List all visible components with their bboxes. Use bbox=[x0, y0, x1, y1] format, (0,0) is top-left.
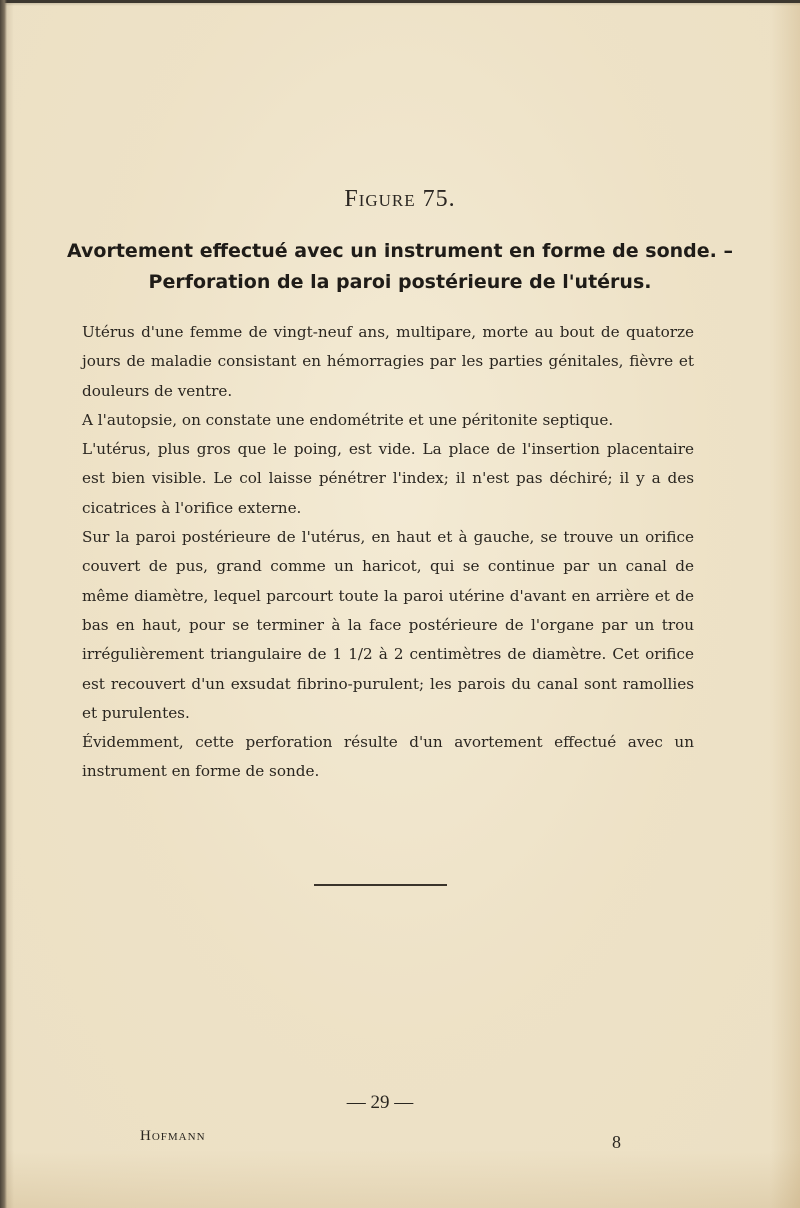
paragraph-perforation: Sur la paroi postérieure de l'utérus, en haut et à gauche, se trouve un orifice couvert de pus, grand comme un haricot, qui se continue par un canal de même diamètre, lequel parcourt toute la paroi utérine d'avant en arrière et de bas en haut, pour se terminer à la face postérieure de l'organe par un trou irrégulièrement triangulaire de 1 1/2 à 2 centimètres de diamètre. Cet orifice est recouvert d'un exsudat fibrino-purulent; les parois du canal sont ramollies et purulentes. bbox=[82, 528, 694, 722]
figure-title-line-1: Avortement effectué avec un instrument en forme de sonde. – bbox=[67, 240, 733, 262]
sheet-number: 8 bbox=[612, 1132, 621, 1152]
figure-title bbox=[40, 236, 760, 298]
figure-heading: Figure 75. bbox=[344, 186, 456, 212]
paragraph-uterus-state: L'utérus, plus gros que le poing, est vide. La place de l'insertion placentaire est bien visible. Le col laisse pénétrer l'index; il n'est pas déchiré; il y a des cicatrices à l'orifice externe. bbox=[82, 440, 694, 517]
figure-title-line-2: Perforation de la paroi postérieure de l'utérus. bbox=[148, 271, 652, 293]
page-top-edge bbox=[0, 0, 800, 3]
section-divider bbox=[314, 884, 447, 886]
paragraph-conclusion: Évidemment, cette perforation résulte d'un avortement effectué avec un instrument en forme de sonde. bbox=[82, 733, 694, 781]
paragraph-autopsy: A l'autopsie, on constate une endométrite et une péritonite septique. bbox=[82, 410, 614, 429]
description-body bbox=[82, 318, 694, 787]
paragraph-patient-history: Utérus d'une femme de vingt-neuf ans, multipare, morte au bout de quatorze jours de maladie consistant en hémorragies par les parties génitales, fièvre et douleurs de ventre. bbox=[82, 323, 694, 400]
author-signature: Hofmann bbox=[140, 1128, 206, 1144]
page-binding-edge bbox=[0, 0, 7, 1208]
page-number: — 29 — bbox=[346, 1092, 414, 1113]
